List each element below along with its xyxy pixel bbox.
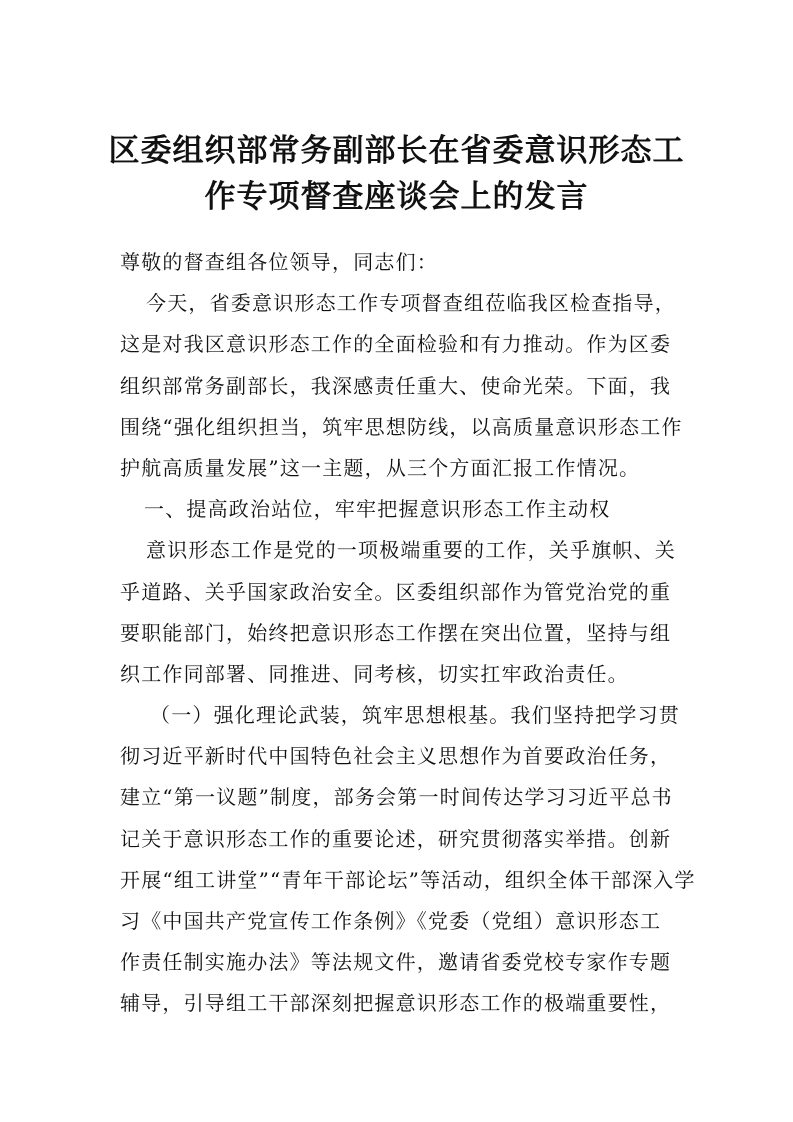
paragraph-line: 组织部常务副部长，我深感责任重大、使命光荣。下面，我 [120,373,672,398]
paragraph-line: 围绕“强化组织担当，筑牢思想防线，以高质量意识形态工作 [120,414,683,439]
paragraph-line: 建立“第一议题”制度，部务会第一时间传达学习习近平总书 [120,785,673,810]
paragraph-line: 辅导，引导组工干部深刻把握意识形态工作的极端重要性， [120,991,672,1016]
subsection-line: （一）强化理论武装，筑牢思想根基。我们坚持把学习贯 [150,703,680,728]
paragraph-line: 作责任制实施办法》等法规文件，邀请省委党校专家作专题 [120,950,672,975]
paragraph-line: 记关于意识形态工作的重要论述，研究贯彻落实举措。创新 [120,826,672,851]
section-heading: 一、提高政治站位，牢牢把握意识形态工作主动权 [144,497,611,522]
paragraph-line: 习《中国共产党宣传工作条例》《党委（党组）意识形态工 [120,909,662,933]
document-title-line-2: 作专项督查座谈会上的发言 [204,179,589,215]
paragraph-line: 乎道路、关乎国家政治安全。区委组织部作为管党治党的重 [120,579,672,604]
salutation: 尊敬的督查组各位领导，同志们： [120,250,438,274]
paragraph-line: 彻习近平新时代中国特色社会主义思想作为首要政治任务， [120,744,672,769]
paragraph-line: 今天，省委意识形态工作专项督查组莅临我区检查指导， [146,291,676,316]
paragraph-line: 意识形态工作是党的一项极端重要的工作，关乎旗帜、关 [146,538,676,563]
paragraph-line: 要职能部门，始终把意识形态工作摆在突出位置，坚持与组 [120,620,672,645]
paragraph-line: 护航高质量发展”这一主题，从三个方面汇报工作情况。 [120,455,641,480]
document-title-line-1: 区委组织部常务副部长在省委意识形态工 [108,133,685,169]
paragraph-line: 这是对我区意识形态工作的全面检验和有力推动。作为区委 [120,332,672,357]
paragraph-line: 开展“组工讲堂”“青年干部论坛”等活动，组织全体干部深入学 [120,867,696,892]
document-body [120,242,696,1025]
paragraph-line: 织工作同部署、同推进、同考核，切实扛牢政治责任。 [120,661,629,686]
